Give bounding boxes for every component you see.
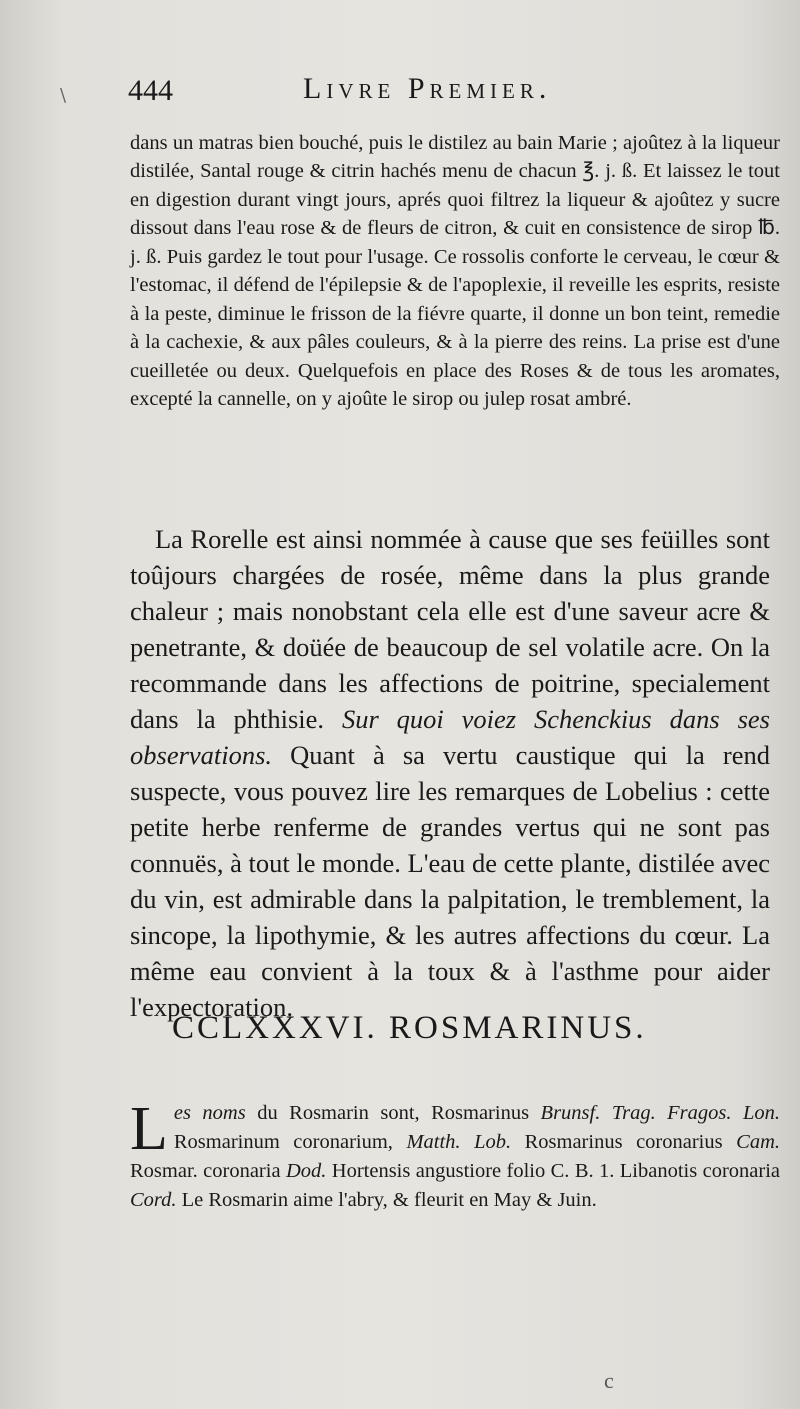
page-header [128,70,648,110]
footer-mark: c [604,1368,614,1393]
rorelle-text-2: Quant à sa vertu caustique qui la rend suspecte, vous pouvez lire les remarques de Lobelius : cette petite herbe renferme de grandes vertus qui ne sont pas connuës, à tout le monde. L'eau de cette plante, distilée avec du vin, est admirable dans la palpitation, le tremblement, la sincope, la lipothymie, & les autres affections du cœur. La même eau convient à la toux & à l'asthme pour aider l'expectoration. [130,739,770,1022]
names-t6: Rosmarinus coronarius [511,1130,737,1153]
rorelle-italic-reference: Sur quoi voiez Schenckius dans ses observations. [130,703,770,770]
names-t7: Cam. [736,1130,780,1153]
names-t5: Matth. Lob. [406,1130,512,1153]
names-t10: Hortensis angustiore folio C. B. 1. Libanotis coronaria [326,1159,780,1182]
names-t9: Dod. [285,1159,327,1182]
names-t4: Rosmarinum coronarium, [173,1130,407,1153]
rorelle-paragraph [130,521,770,1025]
rorelle-text-1: La Rorelle est ainsi nommée à cause que ses feüilles sont toûjours chargées de rosée, même dans la plus grande chaleur ; mais nonobstant cela elle est d'une saveur acre & penetrante, & doüée de beaucoup de sel volatile acre. On la recommande dans les affections de poitrine, specialement dans la phthisie. [130,523,770,734]
page-number: 444 [128,74,173,107]
margin-mark: \ [60,85,67,106]
section-title: CCLXXXVI. ROSMARINUS. [172,1010,647,1046]
drop-cap: L [130,1094,168,1163]
names-t11: Cord. [130,1188,177,1211]
names-t1: es noms [173,1101,246,1124]
running-head: Livre Premier. [303,72,552,105]
names-paragraph [130,1094,781,1215]
names-t12: Le Rosmarin aime l'abry, & fleurit en May & Juin. [176,1188,597,1211]
recipe-paragraph: dans un matras bien bouché, puis le distilez au bain Marie ; ajoûtez à la liqueur distilée, Santal rouge & citrin hachés menu de chacun ℥. j. ß. Et laissez le tout en digestion durant vingt jours, aprés quoi filtrez la liqueur & ajoûtez y sucre dissout dans l'eau rose & de fleurs de citron, & cuit en consistence de sirop ℔. j. ß. Puis gardez le tout pour l'usage. Ce rossolis conforte le cerveau, le cœur & l'estomac, il défend de l'épilepsie & de l'apoplexie, il reveille les esprits, resiste à la peste, diminue le frisson de la fiévre quarte, il donne un bon teint, remedie à la cachexie, & aux pâles couleurs, & à la pierre des reins. La prise est d'une cueilletée ou deux. Quelquefois en place des Roses & de tous les aromates, excepté la cannelle, on y ajoûte le sirop ou julep rosat ambré. [130,131,780,410]
names-t3: Brunsf. Trag. Fragos. Lon. [540,1101,781,1124]
names-t2: du Rosmarin sont, Rosmarinus [245,1101,541,1124]
names-t8: Rosmar. coronaria [130,1159,286,1182]
